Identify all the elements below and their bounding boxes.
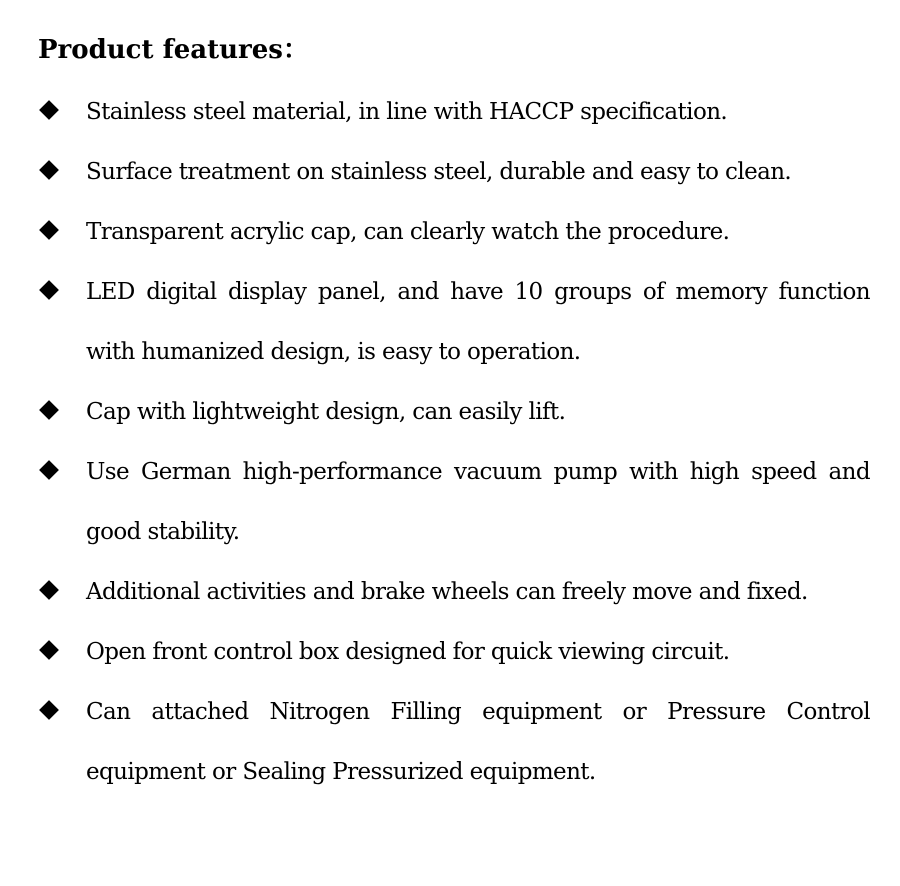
feature-text: Use German high-performance vacuum pump with high speed and good stability. bbox=[86, 459, 870, 545]
list-item bbox=[38, 442, 870, 562]
diamond-bullet-icon bbox=[39, 640, 59, 660]
document bbox=[38, 28, 870, 802]
feature-text: Cap with lightweight design, can easily lift. bbox=[86, 399, 566, 425]
feature-text: Transparent acrylic cap, can clearly watch the procedure. bbox=[86, 219, 730, 245]
diamond-bullet-icon bbox=[39, 580, 59, 600]
feature-text: LED digital display panel, and have 10 groups of memory function with humanized design, is easy to operation. bbox=[86, 279, 870, 365]
diamond-bullet-icon bbox=[39, 160, 59, 180]
list-item bbox=[38, 382, 870, 442]
diamond-bullet-icon bbox=[39, 400, 59, 420]
diamond-bullet-icon bbox=[39, 100, 59, 120]
feature-text: Open front control box designed for quick viewing circuit. bbox=[86, 639, 730, 665]
list-item bbox=[38, 262, 870, 382]
feature-list bbox=[38, 82, 870, 802]
diamond-bullet-icon bbox=[39, 280, 59, 300]
list-item bbox=[38, 202, 870, 262]
list-item bbox=[38, 622, 870, 682]
list-item bbox=[38, 682, 870, 802]
diamond-bullet-icon bbox=[39, 700, 59, 720]
diamond-bullet-icon bbox=[39, 460, 59, 480]
list-item bbox=[38, 142, 870, 202]
feature-text: Can attached Nitrogen Filling equipment or Pressure Control equipment or Sealing Pressurized equipment. bbox=[86, 699, 870, 785]
diamond-bullet-icon bbox=[39, 220, 59, 240]
feature-text: Stainless steel material, in line with HACCP specification. bbox=[86, 99, 728, 125]
page-title: Product features： bbox=[38, 35, 309, 65]
list-item bbox=[38, 562, 870, 622]
list-item bbox=[38, 82, 870, 142]
feature-text: Additional activities and brake wheels can freely move and fixed. bbox=[86, 579, 808, 605]
feature-text: Surface treatment on stainless steel, durable and easy to clean. bbox=[86, 159, 792, 185]
